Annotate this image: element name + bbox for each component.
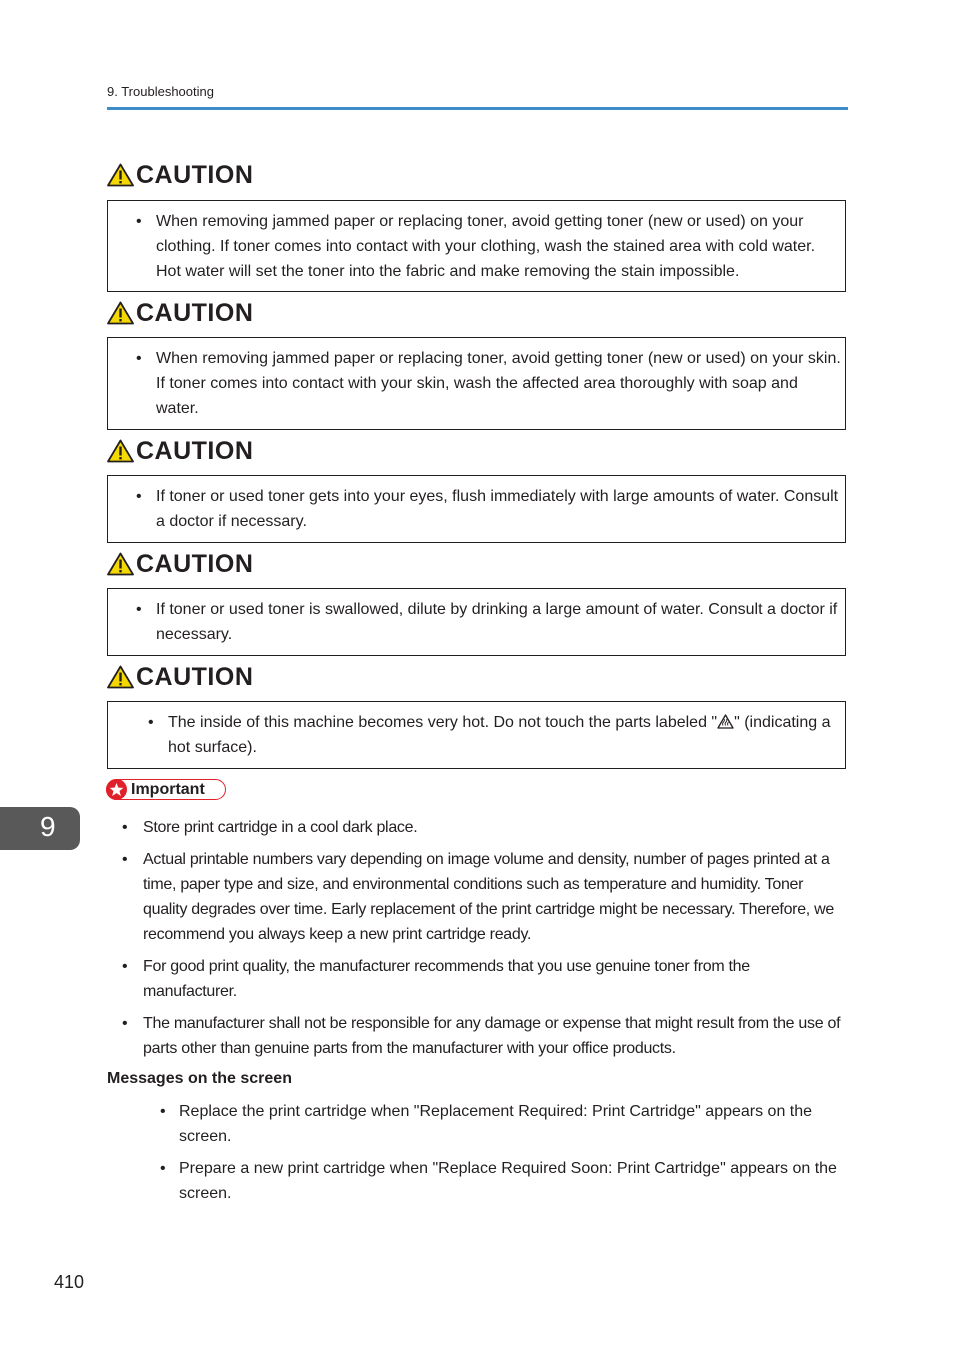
important-item: The manufacturer shall not be responsible for any damage or expense that might result from the use of parts other than genuine parts from the manufacturer with your office products. — [143, 1015, 841, 1057]
star-badge — [106, 779, 127, 800]
caution-text: If toner or used toner gets into your eyes, flush immediately with large amounts of water. Consult a doctor if necessary. — [156, 488, 839, 530]
caution-title: CAUTION — [136, 549, 254, 578]
caution-text-before-icon: The inside of this machine becomes very hot. Do not touch the parts labeled " — [168, 714, 718, 731]
caution-text: If toner or used toner is swallowed, dilute by drinking a large amount of water. Consult a doctor if necessary. — [156, 601, 838, 643]
caution-text — [168, 710, 840, 760]
caution-heading — [107, 550, 253, 578]
caution-text: When removing jammed paper or replacing toner, avoid getting toner (new or used) on your clothing. If toner comes into contact with your clothing, wash the stained area with cold water. Hot water will set the toner into the fabric and make removing the stain impossible. — [156, 213, 816, 280]
warning-triangle-icon — [107, 665, 134, 689]
important-label: Important — [131, 781, 205, 798]
caution-box — [107, 588, 846, 656]
page-number: 410 — [54, 1272, 85, 1292]
bullet: • — [122, 958, 128, 975]
message-item: Replace the print cartridge when "Replacement Required: Print Cartridge" appears on the screen. — [179, 1103, 813, 1145]
chapter-tab — [0, 807, 80, 850]
caution-box — [107, 200, 846, 292]
caution-box — [107, 475, 846, 543]
important-item: Store print cartridge in a cool dark place. — [143, 819, 418, 836]
header-rule — [107, 107, 848, 110]
bullet: • — [148, 714, 154, 731]
messages-heading: Messages on the screen — [107, 1070, 292, 1087]
important-item: Actual printable numbers vary depending on image volume and density, number of pages printed at a time, paper type and size, and environmental conditions such as temperature and humidity. Toner quality degrades over time. Early replacement of the print cartridge might be necessary. Therefore, we recommend you always keep a new print cartridge ready. — [143, 851, 834, 943]
bullet: • — [136, 213, 142, 230]
caution-box — [107, 337, 846, 430]
caution-title: CAUTION — [136, 298, 254, 327]
hot-surface-warning-icon — [717, 714, 734, 729]
bullet: • — [136, 601, 142, 618]
caution-title: CAUTION — [136, 662, 254, 691]
caution-text-after-icon: " (indicating a hot surface). — [168, 714, 831, 756]
bullet: • — [160, 1103, 166, 1120]
important-item: For good print quality, the manufacturer recommends that you use genuine toner from the manufacturer. — [143, 958, 750, 1000]
star-icon — [109, 782, 124, 797]
warning-triangle-icon — [107, 552, 134, 576]
warning-triangle-icon — [107, 301, 134, 325]
bullet: • — [122, 1015, 128, 1032]
bullet: • — [136, 488, 142, 505]
chapter-number: 9 — [40, 811, 56, 842]
running-header: 9. Troubleshooting — [107, 84, 214, 99]
warning-triangle-icon — [107, 163, 134, 187]
warning-triangle-icon — [107, 439, 134, 463]
caution-box — [107, 701, 846, 769]
bullet: • — [122, 851, 128, 868]
caution-title: CAUTION — [136, 160, 254, 189]
bullet: • — [160, 1160, 166, 1177]
bullet: • — [122, 819, 128, 836]
caution-heading — [107, 299, 253, 327]
message-item: Prepare a new print cartridge when "Replace Required Soon: Print Cartridge" appears on the screen. — [179, 1160, 837, 1202]
caution-heading — [107, 161, 253, 189]
important-badge — [106, 779, 226, 800]
caution-title: CAUTION — [136, 436, 254, 465]
caution-heading — [107, 437, 253, 465]
caution-heading — [107, 663, 253, 691]
bullet: • — [136, 350, 142, 367]
caution-text: When removing jammed paper or replacing toner, avoid getting toner (new or used) on your skin. If toner comes into contact with your skin, wash the affected area thoroughly with soap and water. — [156, 350, 841, 417]
